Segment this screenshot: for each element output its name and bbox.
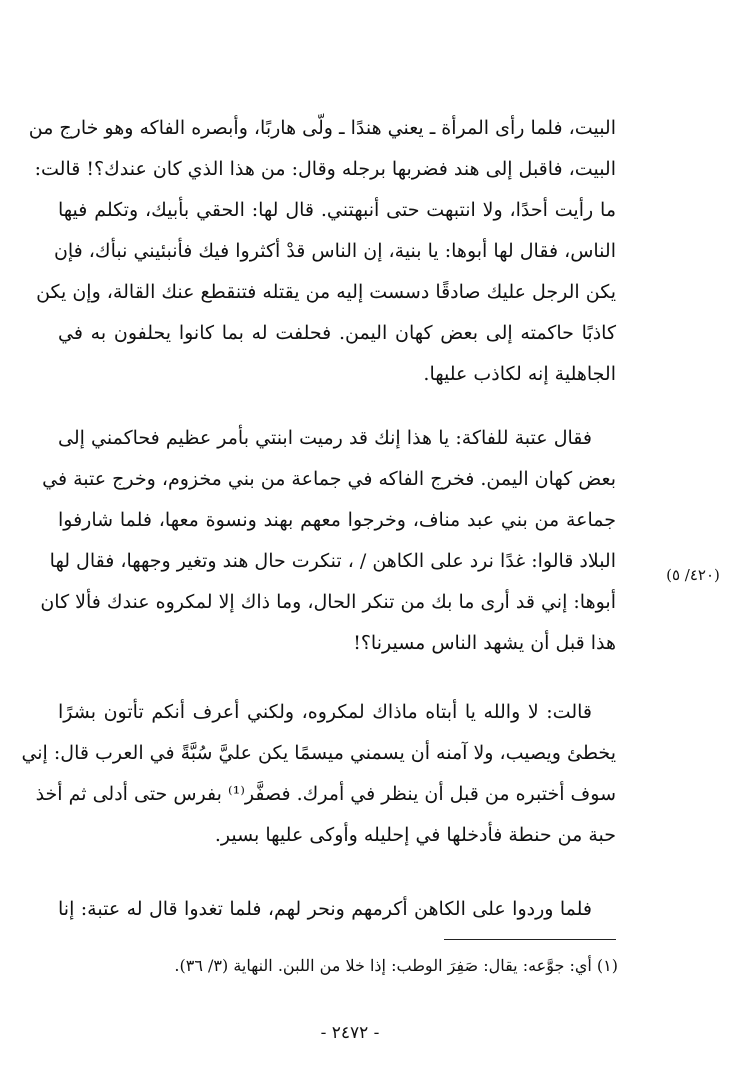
text-line: البلاد قالوا: غدًا نرد على الكاهن / ، تنكرت حال هند وتغير وجهها، فقال لها <box>49 550 616 572</box>
text-line: البيت، فلما رأى المرأة ـ يعني هندًا ـ ولّى هاربًا، وأبصره الفاكه وهو خارج من <box>28 117 616 139</box>
text-line: كاذبًا حاكمته إلى بعض كهان اليمن. فحلفت له بما كانوا يحلفون به في <box>58 322 616 344</box>
margin-reference: (٤٢٠/ ٥) <box>666 566 720 584</box>
text-line: الناس، فقال لها أبوها: يا بنية، إن الناس قدْ أكثروا فيك فأنبئيني نبأك، فإن <box>53 240 616 262</box>
text-line: فلما وردوا على الكاهن أكرمهم ونحر لهم، فلما تغدوا قال له عتبة: إنا <box>58 898 592 920</box>
text-line: جماعة من بني عبد مناف، وخرجوا معهم بهند ونسوة معها، فلما شارفوا <box>58 509 616 531</box>
text-line: بعض كهان اليمن. فخرج الفاكه في جماعة من بني مخزوم، وخرج عتبة في <box>42 468 616 490</box>
text-line: حبة من حنطة فأدخلها في إحليله وأوكى عليها بسير. <box>214 824 616 846</box>
text-line: سوف أختبره من قبل أن ينظر في أمرك. فصفَّر⁽¹⁾ بفرس حتى أدلى ثم أخذ <box>35 783 616 805</box>
text-line: البيت، فاقبل إلى هند فضربها برجله وقال: من هذا الذي كان عندك؟! قالت: <box>34 158 616 180</box>
text-line: قالت: لا والله يا أبتاه ماذاك لمكروه، ولكني أعرف أنكم تأتون بشرًا <box>58 701 592 723</box>
text-line: الجاهلية إنه لكاذب عليها. <box>423 363 616 385</box>
text-line: يخطئ ويصيب، ولا آمنه أن يسمني ميسمًا يكن عليَّ سُبَّةً في العرب قال: إني <box>21 742 616 764</box>
footnote: (١) أي: جوَّعه: يقال: صَفِرَ الوطب: إذا خلا من اللبن. النهاية (٣/ ٣٦). <box>174 956 618 975</box>
footnote-divider <box>444 939 616 940</box>
text-line: هذا قبل أن يشهد الناس مسيرنا؟! <box>353 632 616 654</box>
text-line: أبوها: إني قد أرى ما بك من تنكر الحال، وما ذاك إلا لمكروه عندك فألا كان <box>40 591 616 613</box>
text-line: فقال عتبة للفاكة: يا هذا إنك قد رميت ابنتي بأمر عظيم فحاكمني إلى <box>58 427 592 449</box>
text-line: يكن الرجل عليك صادقًا دسست إليه من يقتله فتنقطع عنك القالة، وإن يكن <box>36 281 616 303</box>
text-line: ما رأيت أحدًا، ولا انتبهت حتى أنبهتني. قال لها: الحقي بأبيك، وتكلم فيها <box>58 199 616 221</box>
page-number: - ٢٤٧٢ - <box>320 1023 380 1043</box>
